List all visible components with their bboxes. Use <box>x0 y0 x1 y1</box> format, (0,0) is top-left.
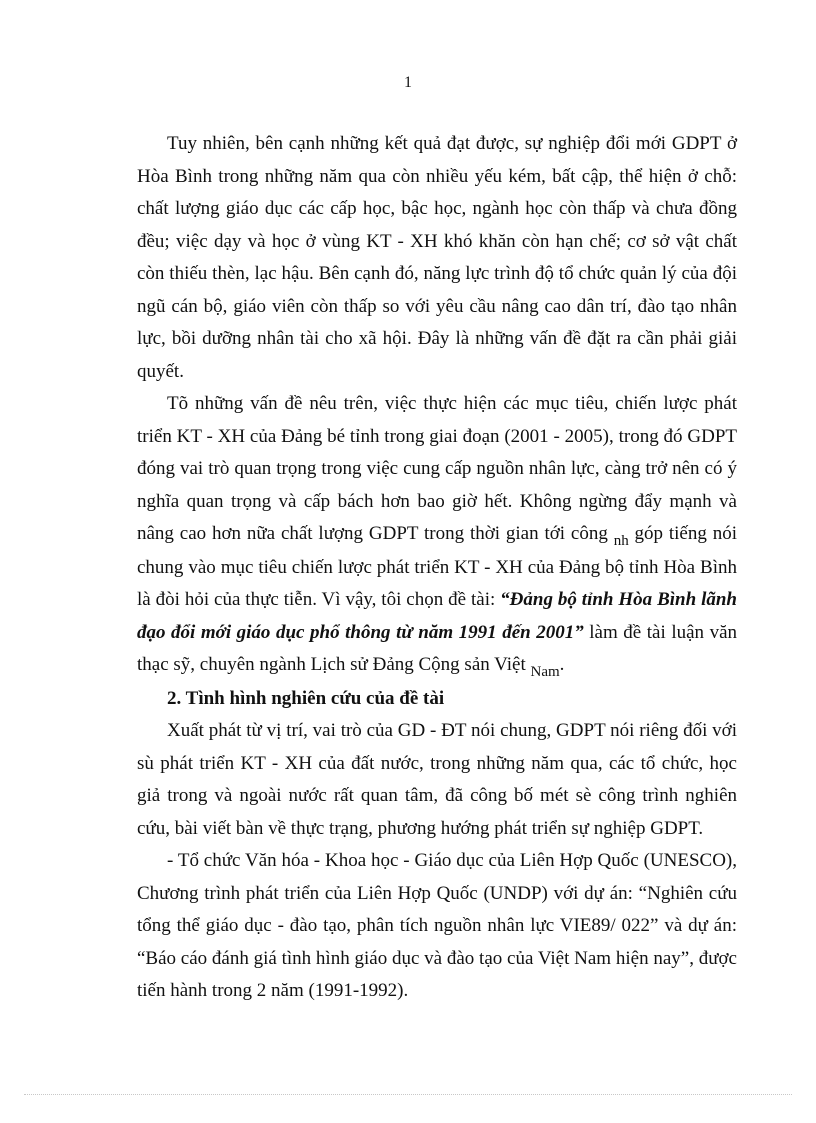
paragraph-text: góp tiếng nói chung vào mục tiêu chiến lược phát triển KT - XH của Đảng bộ tỉnh Hòa Bình là đòi hỏi của thực tiễn. Vì vậy, tôi chọn đề tài: <box>137 523 737 610</box>
paragraph-end: . <box>559 654 565 675</box>
thesis-title: “Đảng bộ tỉnh Hòa Bình lãnh đạo đổi mới giáo dục phổ thông từ năm 1991 đến 2001” <box>137 589 738 643</box>
page-bottom-divider <box>24 1094 792 1095</box>
hanging-fragment: nh <box>613 533 629 549</box>
paragraph-text: làm đề tài luận văn thạc sỹ, chuyên ngành Lịch sử Đảng Cộng sản Việt <box>137 621 737 675</box>
section-heading: 2. Tình hình nghiên cứu của đề tài <box>167 687 445 709</box>
paragraph-topic-selection <box>137 388 737 683</box>
paragraph-unesco: - Tổ chức Văn hóa - Khoa học - Giáo dục của Liên Hợp Quốc (UNESCO), Chương trình phát triển của Liên Hợp Quốc (UNDP) với dự án: “Nghiên cứu tổng thể giáo dục - đào tạo, phân tích nguồn nhân lực VIE89/ 022” và dự án: “Báo cáo đánh giá tình hình giáo dục và đào tạo của Việt Nam hiện nay”, được tiến hành trong 2 năm (1991-1992). <box>137 850 737 1001</box>
paragraph-limitations: Tuy nhiên, bên cạnh những kết quả đạt được, sự nghiệp đổi mới GDPT ở Hòa Bình trong những năm qua còn nhiều yếu kém, bất cập, thể hiện ở chỗ: chất lượng giáo dục các cấp học, bậc học, ngành học còn thấp và chưa đồng đều; việc dạy và học ở vùng KT - XH khó khăn còn hạn chế; cơ sở vật chất còn thiếu thèn, lạc hậu. Bên cạnh đó, năng lực trình độ tổ chức quản lý của đội ngũ cán bộ, giáo viên còn thấp so với yêu cầu nâng cao dân trí, đào tạo nhân lực, bồi dưỡng nhân tài cho xã hội. Đây là những vấn đề đặt ra cần phải giải quyết. <box>137 133 737 382</box>
paragraph-research-overview: Xuất phát từ vị trí, vai trò của GD - ĐT nói chung, GDPT nói riêng đối với sù phát triển KT - XH của đất nước, trong những năm qua, các tổ chức, học giả trong và ngoài nước rất quan tâm, đã công bố mét sè công trình nghiên cứu, bài viết bàn về thực trạng, phương hướng phát triển sự nghiệp GDPT. <box>137 720 737 839</box>
paragraph-text: Tõ những vấn đề nêu trên, việc thực hiện các mục tiêu, chiến lược phát triển KT - XH của Đảng bé tỉnh trong giai đoạn (2001 - 2005), trong đó GDPT đóng vai trò quan trọng trong việc cung cấp nguồn nhân lực, càng trở nên có ý nghĩa quan trọng và cấp bách hơn bao giờ hết. Không ngừng đẩy mạnh và nâng cao hơn nữa chất lượng GDPT trong thời gian tới công <box>137 393 737 544</box>
hanging-fragment: Nam <box>530 664 560 680</box>
document-body <box>137 128 737 1008</box>
page-number: 1 <box>404 74 412 91</box>
